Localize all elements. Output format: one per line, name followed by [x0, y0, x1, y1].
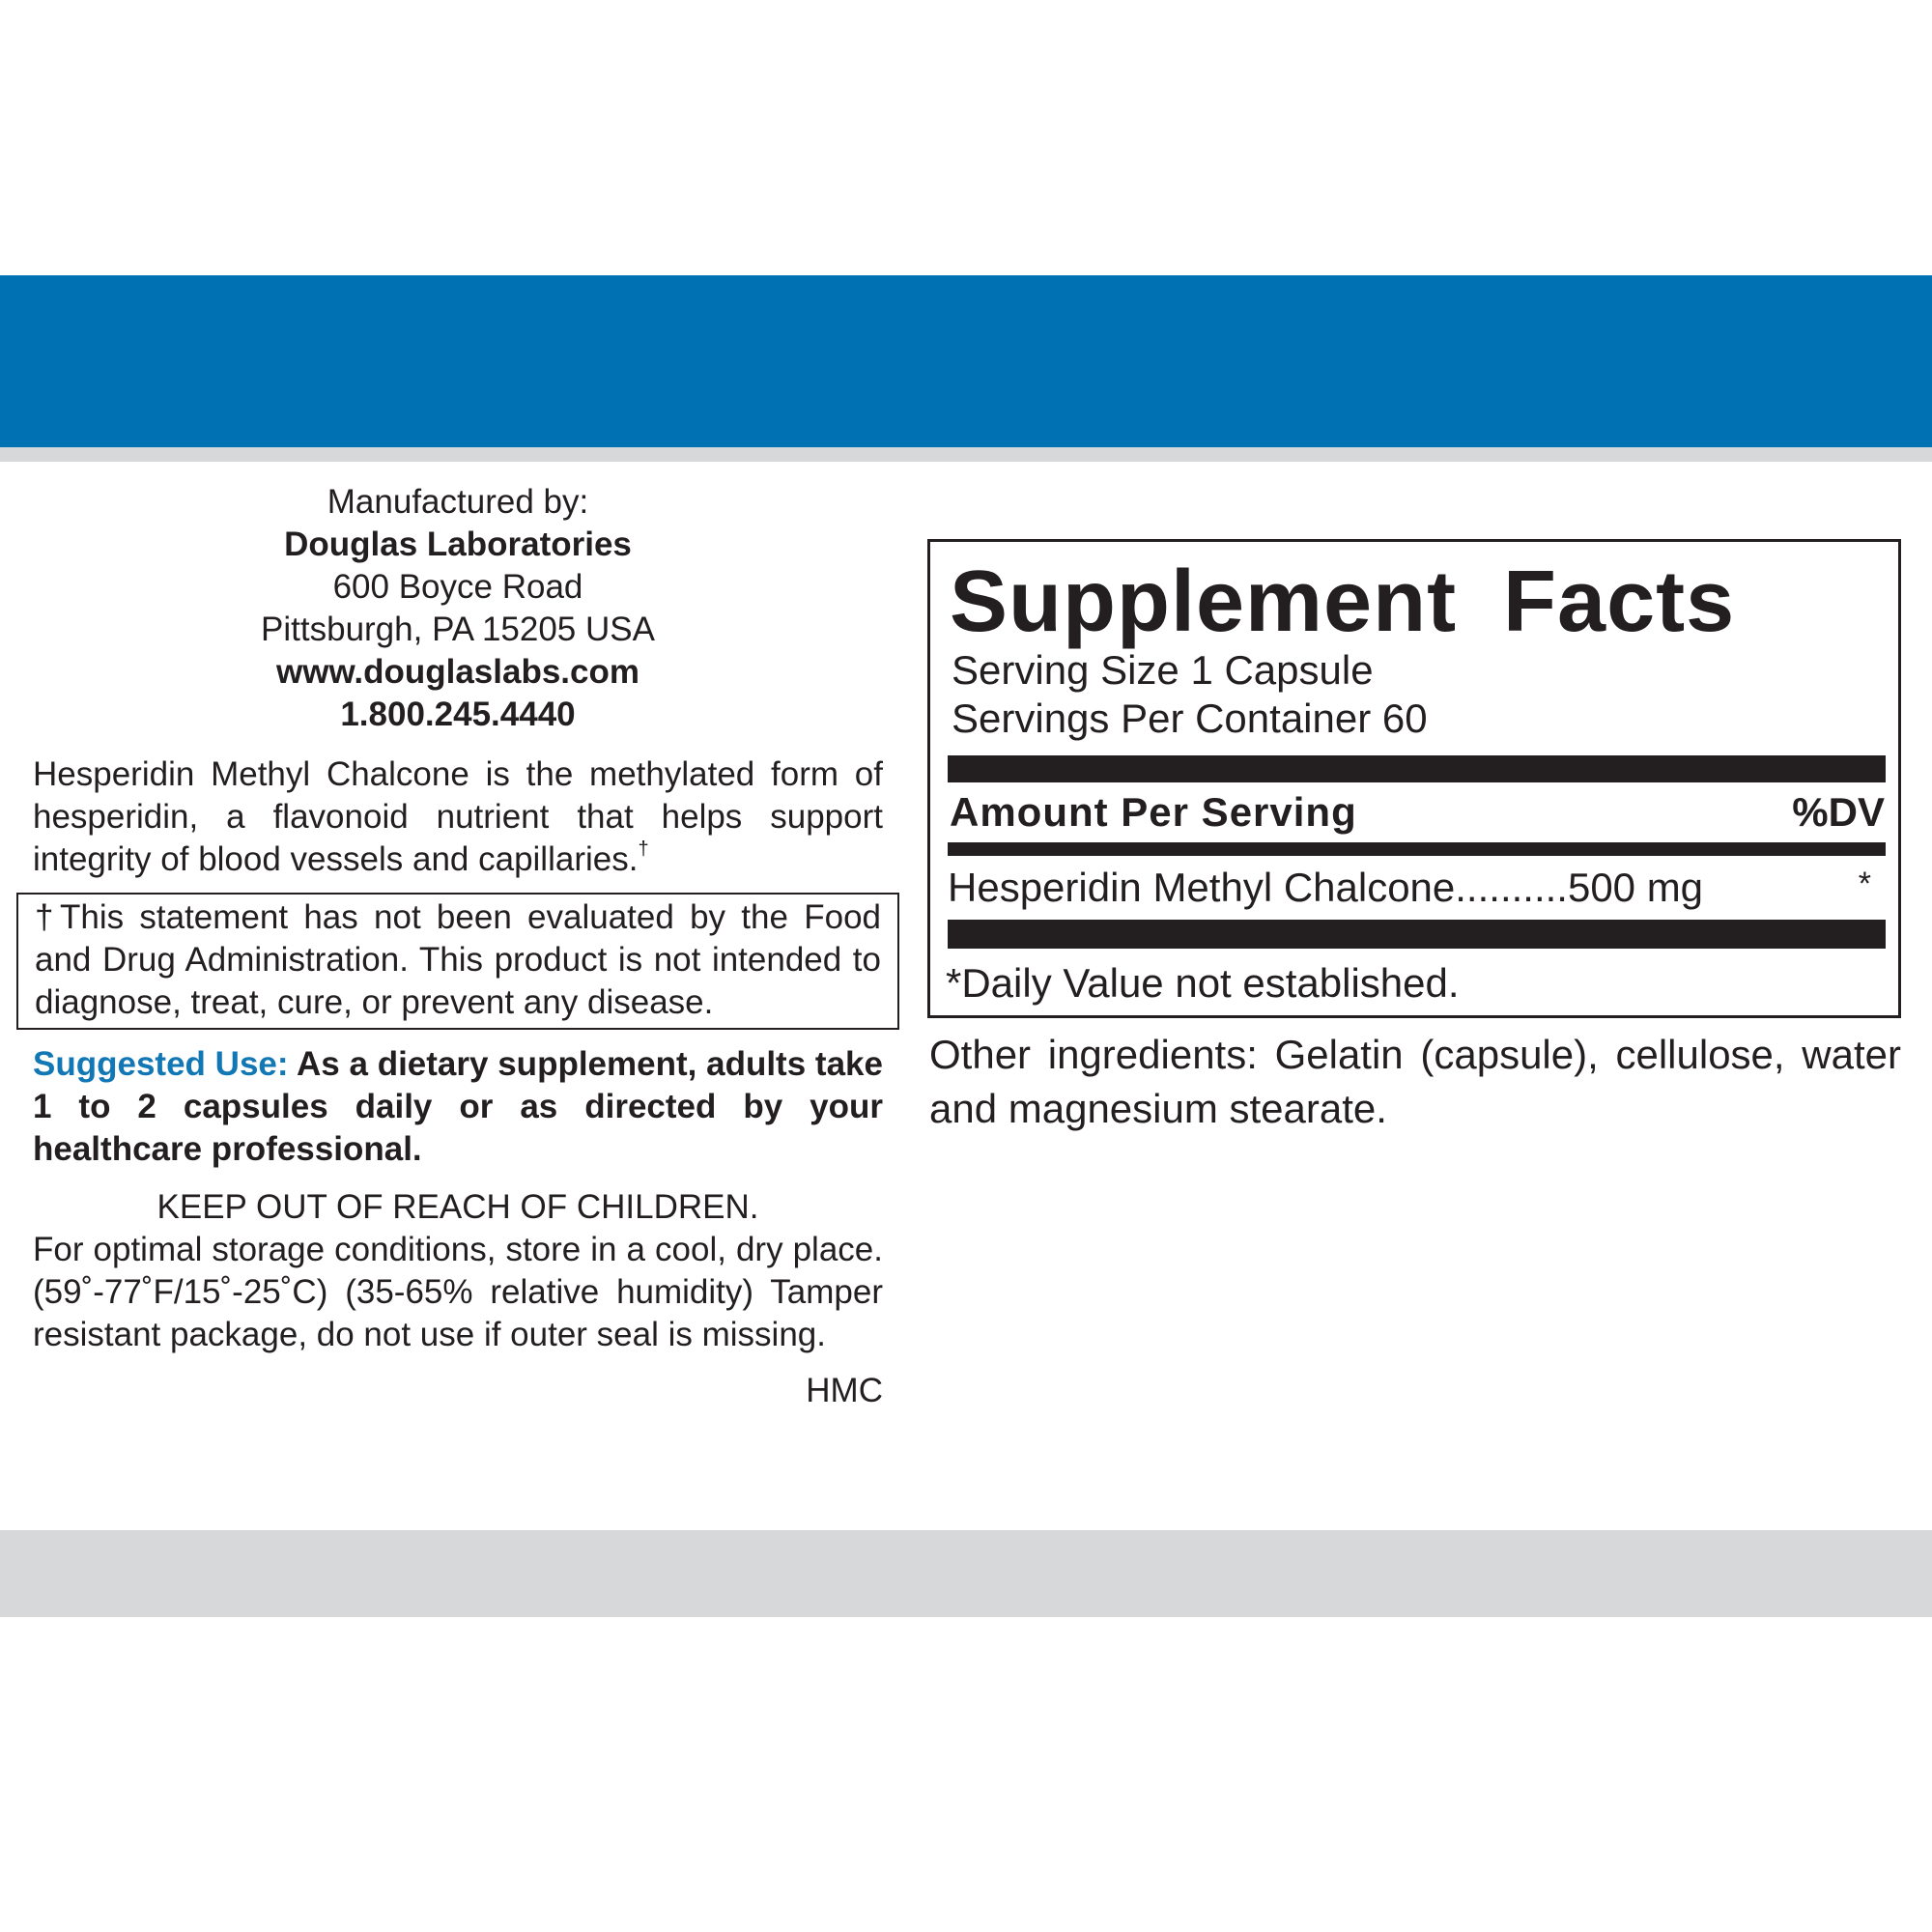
manufacturer-city: Pittsburgh, PA 15205 USA [261, 611, 655, 648]
left-column [33, 481, 883, 1412]
supplement-facts-panel [927, 539, 1901, 1018]
manufacturer-street: 600 Boyce Road [332, 568, 583, 606]
suggested-use-text: As a dietary supplement, adults take 1 to 2 capsules daily or as directed by your healthcare professional. [33, 1045, 883, 1168]
thick-divider [948, 755, 1886, 782]
storage-instructions: For optimal storage conditions, store in a cool, dry place. (59˚-77˚F/15˚-25˚C) (35-65% relative humidity) Tamper resistant package, do not use if outer seal is missing. [33, 1231, 883, 1353]
daily-value-footnote: *Daily Value not established. [946, 960, 1460, 1006]
description-dagger: † [638, 838, 649, 860]
amount-per-serving-header: Amount Per Serving [950, 789, 1357, 835]
ingredient-row: Hesperidin Methyl Chalcone..........500 mg [948, 865, 1704, 910]
bottom-divider [948, 920, 1886, 949]
other-ingredients: Other ingredients: Gelatin (capsule), cellulose, water and magnesium stearate. [929, 1032, 1901, 1131]
ingredient-dv: * [1858, 866, 1871, 902]
supplement-facts-title: Supplement Facts [950, 554, 1736, 650]
fda-disclaimer: †This statement has not been evaluated by the Food and Drug Administration. This product is not intended to diagnose, treat, cure, or prevent any disease. [16, 893, 899, 1030]
product-code: HMC [806, 1372, 883, 1409]
manufacturer-intro: Manufactured by: [327, 483, 589, 521]
keep-out-warning: KEEP OUT OF REACH OF CHILDREN. [156, 1188, 759, 1226]
medium-divider [948, 842, 1886, 856]
manufacturer-block [33, 481, 883, 736]
servings-per-container: Servings Per Container 60 [952, 696, 1428, 741]
dv-header: %DV [1792, 789, 1885, 835]
manufacturer-name: Douglas Laboratories [284, 526, 632, 563]
bottom-gray-band [0, 1530, 1932, 1617]
description-text: Hesperidin Methyl Chalcone is the methylated form of hesperidin, a flavonoid nutrient that helps support integrity of blood vessels and capillaries. [33, 755, 883, 878]
product-description [33, 753, 883, 881]
serving-info [952, 646, 1428, 743]
serving-size: Serving Size 1 Capsule [952, 647, 1374, 693]
top-blue-band [0, 275, 1932, 447]
suggested-use [33, 1043, 883, 1171]
suggested-use-label: Suggested Use: [33, 1045, 289, 1083]
top-gray-stripe [0, 447, 1932, 462]
manufacturer-website: www.douglaslabs.com [276, 653, 639, 691]
manufacturer-phone: 1.800.245.4440 [340, 696, 576, 733]
